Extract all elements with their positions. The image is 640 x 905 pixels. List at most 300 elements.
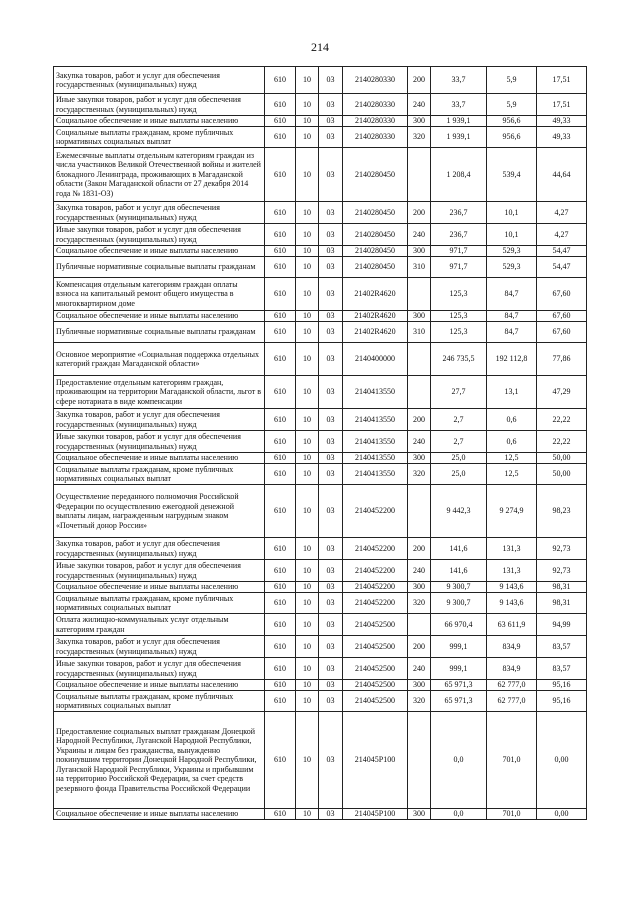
table-row <box>54 246 587 257</box>
table-row <box>54 127 587 148</box>
row-percent: 17,51 <box>537 67 587 94</box>
row-pr: 03 <box>319 127 343 148</box>
table-row <box>54 538 587 560</box>
row-fact: 63 611,9 <box>487 614 537 636</box>
row-csr: 2140280450 <box>343 148 408 202</box>
row-csr: 2140413550 <box>343 431 408 453</box>
row-fact: 9 143,6 <box>487 593 537 614</box>
row-rz: 10 <box>296 582 319 593</box>
row-rz: 10 <box>296 485 319 538</box>
row-ved: 610 <box>265 116 296 127</box>
row-csr: 2140280450 <box>343 257 408 278</box>
row-rz: 10 <box>296 593 319 614</box>
table-row <box>54 202 587 224</box>
row-rz: 10 <box>296 67 319 94</box>
row-percent: 98,23 <box>537 485 587 538</box>
row-pr: 03 <box>319 485 343 538</box>
row-fact: 701,0 <box>487 712 537 809</box>
row-percent: 67,60 <box>537 311 587 322</box>
row-ved: 610 <box>265 376 296 409</box>
row-fact: 62 777,0 <box>487 680 537 691</box>
row-percent: 22,22 <box>537 431 587 453</box>
row-pr: 03 <box>319 343 343 376</box>
row-fact: 84,7 <box>487 278 537 311</box>
row-percent: 67,60 <box>537 278 587 311</box>
row-name: Предоставление отдельным категориям граждан, проживающим на территории Магаданской области, льгот в сфере нотариата в виде компенсации <box>54 376 265 409</box>
row-fact: 62 777,0 <box>487 691 537 712</box>
row-percent: 0,00 <box>537 712 587 809</box>
row-name: Социальное обеспечение и иные выплаты населению <box>54 453 265 464</box>
row-name: Публичные нормативные социальные выплаты гражданам <box>54 322 265 343</box>
row-rz: 10 <box>296 636 319 658</box>
row-pr: 03 <box>319 453 343 464</box>
row-rz: 10 <box>296 453 319 464</box>
row-pr: 03 <box>319 116 343 127</box>
row-csr: 21402R4620 <box>343 311 408 322</box>
row-fact: 539,4 <box>487 148 537 202</box>
row-name: Ежемесячные выплаты отдельным категориям граждан из числа участников Великой Отечественной войны и жителей блокадного Ленинграда, проживающих в Магаданской области (Закон Магаданской области от 27 декабря 2014 года № 1831-ОЗ) <box>54 148 265 202</box>
row-percent: 4,27 <box>537 224 587 246</box>
row-percent: 50,00 <box>537 453 587 464</box>
row-pr: 03 <box>319 636 343 658</box>
row-csr: 2140452200 <box>343 582 408 593</box>
row-name: Закупка товаров, работ и услуг для обеспечения государственных (муниципальных) нужд <box>54 538 265 560</box>
row-csr: 2140452200 <box>343 485 408 538</box>
row-rz: 10 <box>296 311 319 322</box>
row-pr: 03 <box>319 376 343 409</box>
row-fact: 10,1 <box>487 202 537 224</box>
row-ved: 610 <box>265 485 296 538</box>
row-percent: 98,31 <box>537 582 587 593</box>
row-pr: 03 <box>319 148 343 202</box>
row-pr: 03 <box>319 257 343 278</box>
table-row <box>54 376 587 409</box>
row-ved: 610 <box>265 614 296 636</box>
row-csr: 21402R4620 <box>343 278 408 311</box>
row-pr: 03 <box>319 658 343 680</box>
row-fact: 84,7 <box>487 311 537 322</box>
row-percent: 95,16 <box>537 691 587 712</box>
row-fact: 9 143,6 <box>487 582 537 593</box>
row-csr: 2140413550 <box>343 376 408 409</box>
row-ved: 610 <box>265 202 296 224</box>
row-vr <box>408 712 431 809</box>
row-percent: 83,57 <box>537 636 587 658</box>
row-fact: 13,1 <box>487 376 537 409</box>
table-row <box>54 614 587 636</box>
row-rz: 10 <box>296 127 319 148</box>
row-ved: 610 <box>265 409 296 431</box>
row-csr: 2140280330 <box>343 116 408 127</box>
row-rz: 10 <box>296 409 319 431</box>
row-name: Социальное обеспечение и иные выплаты населению <box>54 680 265 691</box>
row-vr: 200 <box>408 409 431 431</box>
row-csr: 2140452500 <box>343 691 408 712</box>
row-ved: 610 <box>265 712 296 809</box>
row-plan: 66 970,4 <box>431 614 487 636</box>
row-vr: 200 <box>408 636 431 658</box>
row-rz: 10 <box>296 680 319 691</box>
row-plan: 246 735,5 <box>431 343 487 376</box>
table-row <box>54 409 587 431</box>
row-vr: 300 <box>408 582 431 593</box>
row-pr: 03 <box>319 278 343 311</box>
table-row <box>54 560 587 582</box>
row-csr: 21402R4620 <box>343 322 408 343</box>
row-rz: 10 <box>296 257 319 278</box>
row-ved: 610 <box>265 582 296 593</box>
row-name: Социальное обеспечение и иные выплаты населению <box>54 311 265 322</box>
row-name: Иные закупки товаров, работ и услуг для обеспечения государственных (муниципальных) нужд <box>54 658 265 680</box>
budget-table <box>53 66 587 820</box>
row-ved: 610 <box>265 278 296 311</box>
row-name: Оплата жилищно-коммунальных услуг отдельным категориям граждан <box>54 614 265 636</box>
row-plan: 236,7 <box>431 224 487 246</box>
row-vr <box>408 614 431 636</box>
row-rz: 10 <box>296 431 319 453</box>
row-ved: 610 <box>265 311 296 322</box>
row-ved: 610 <box>265 322 296 343</box>
row-vr: 200 <box>408 538 431 560</box>
row-csr: 2140280450 <box>343 224 408 246</box>
row-name: Социальные выплаты гражданам, кроме публичных нормативных социальных выплат <box>54 593 265 614</box>
row-percent: 92,73 <box>537 538 587 560</box>
row-fact: 529,3 <box>487 257 537 278</box>
row-ved: 610 <box>265 680 296 691</box>
row-fact: 701,0 <box>487 809 537 820</box>
row-csr: 2140452200 <box>343 538 408 560</box>
row-fact: 834,9 <box>487 658 537 680</box>
row-plan: 971,7 <box>431 246 487 257</box>
row-rz: 10 <box>296 278 319 311</box>
table-row <box>54 485 587 538</box>
row-percent: 44,64 <box>537 148 587 202</box>
row-ved: 610 <box>265 343 296 376</box>
row-vr: 300 <box>408 246 431 257</box>
row-pr: 03 <box>319 431 343 453</box>
row-plan: 2,7 <box>431 431 487 453</box>
row-fact: 131,3 <box>487 560 537 582</box>
row-percent: 54,47 <box>537 246 587 257</box>
row-ved: 610 <box>265 67 296 94</box>
row-fact: 956,6 <box>487 116 537 127</box>
row-fact: 192 112,8 <box>487 343 537 376</box>
row-rz: 10 <box>296 560 319 582</box>
row-pr: 03 <box>319 614 343 636</box>
row-plan: 999,1 <box>431 658 487 680</box>
row-fact: 12,5 <box>487 453 537 464</box>
row-vr: 240 <box>408 224 431 246</box>
row-rz: 10 <box>296 148 319 202</box>
row-pr: 03 <box>319 680 343 691</box>
row-vr: 320 <box>408 593 431 614</box>
row-pr: 03 <box>319 582 343 593</box>
row-plan: 33,7 <box>431 94 487 116</box>
row-pr: 03 <box>319 246 343 257</box>
row-csr: 2140452500 <box>343 614 408 636</box>
row-plan: 33,7 <box>431 67 487 94</box>
row-csr: 2140280450 <box>343 246 408 257</box>
row-pr: 03 <box>319 593 343 614</box>
row-ved: 610 <box>265 453 296 464</box>
row-name: Социальные выплаты гражданам, кроме публичных нормативных социальных выплат <box>54 691 265 712</box>
row-csr: 2140280330 <box>343 94 408 116</box>
row-csr: 2140452500 <box>343 658 408 680</box>
row-csr: 2140452500 <box>343 636 408 658</box>
row-vr: 300 <box>408 116 431 127</box>
row-ved: 610 <box>265 538 296 560</box>
table-row <box>54 712 587 809</box>
row-plan: 0,0 <box>431 712 487 809</box>
row-pr: 03 <box>319 224 343 246</box>
row-fact: 0,6 <box>487 431 537 453</box>
row-pr: 03 <box>319 409 343 431</box>
row-vr: 310 <box>408 322 431 343</box>
row-csr: 2140413550 <box>343 464 408 485</box>
row-name: Осуществление переданного полномочия Российской Федерации по осуществлению ежегодной денежной выплаты лицам, награжденным нагрудным знаком «Почетный донор России» <box>54 485 265 538</box>
row-plan: 1 208,4 <box>431 148 487 202</box>
row-pr: 03 <box>319 809 343 820</box>
row-name: Основное мероприятие «Социальная поддержка отдельных категорий граждан Магаданской области» <box>54 343 265 376</box>
row-percent: 49,33 <box>537 116 587 127</box>
row-pr: 03 <box>319 538 343 560</box>
row-plan: 236,7 <box>431 202 487 224</box>
row-ved: 610 <box>265 148 296 202</box>
row-fact: 5,9 <box>487 67 537 94</box>
row-name: Социальное обеспечение и иные выплаты населению <box>54 582 265 593</box>
row-vr: 200 <box>408 202 431 224</box>
row-name: Закупка товаров, работ и услуг для обеспечения государственных (муниципальных) нужд <box>54 67 265 94</box>
row-ved: 610 <box>265 636 296 658</box>
table-row <box>54 257 587 278</box>
row-plan: 125,3 <box>431 322 487 343</box>
row-fact: 529,3 <box>487 246 537 257</box>
row-percent: 22,22 <box>537 409 587 431</box>
table-row <box>54 680 587 691</box>
row-csr: 2140400000 <box>343 343 408 376</box>
row-name: Закупка товаров, работ и услуг для обеспечения государственных (муниципальных) нужд <box>54 202 265 224</box>
row-rz: 10 <box>296 538 319 560</box>
table-row <box>54 94 587 116</box>
row-rz: 10 <box>296 658 319 680</box>
row-percent: 49,33 <box>537 127 587 148</box>
row-csr: 2140413550 <box>343 453 408 464</box>
row-ved: 610 <box>265 593 296 614</box>
row-plan: 25,0 <box>431 453 487 464</box>
row-name: Иные закупки товаров, работ и услуг для обеспечения государственных (муниципальных) нужд <box>54 224 265 246</box>
row-vr: 320 <box>408 464 431 485</box>
table-row <box>54 453 587 464</box>
row-name: Закупка товаров, работ и услуг для обеспечения государственных (муниципальных) нужд <box>54 409 265 431</box>
row-rz: 10 <box>296 224 319 246</box>
row-ved: 610 <box>265 94 296 116</box>
row-plan: 1 939,1 <box>431 116 487 127</box>
table-row <box>54 582 587 593</box>
row-fact: 956,6 <box>487 127 537 148</box>
row-name: Социальное обеспечение и иные выплаты населению <box>54 246 265 257</box>
table-row <box>54 311 587 322</box>
row-name: Иные закупки товаров, работ и услуг для обеспечения государственных (муниципальных) нужд <box>54 560 265 582</box>
table-row <box>54 809 587 820</box>
table-row <box>54 464 587 485</box>
row-percent: 98,31 <box>537 593 587 614</box>
row-plan: 2,7 <box>431 409 487 431</box>
row-pr: 03 <box>319 311 343 322</box>
row-rz: 10 <box>296 322 319 343</box>
row-percent: 94,99 <box>537 614 587 636</box>
row-csr: 2140452500 <box>343 680 408 691</box>
row-vr: 240 <box>408 431 431 453</box>
row-rz: 10 <box>296 464 319 485</box>
row-vr: 240 <box>408 94 431 116</box>
row-ved: 610 <box>265 224 296 246</box>
row-rz: 10 <box>296 691 319 712</box>
row-plan: 0,0 <box>431 809 487 820</box>
row-rz: 10 <box>296 246 319 257</box>
row-percent: 17,51 <box>537 94 587 116</box>
table-row <box>54 148 587 202</box>
row-ved: 610 <box>265 431 296 453</box>
row-ved: 610 <box>265 691 296 712</box>
row-fact: 834,9 <box>487 636 537 658</box>
row-rz: 10 <box>296 809 319 820</box>
row-fact: 9 274,9 <box>487 485 537 538</box>
row-pr: 03 <box>319 560 343 582</box>
row-ved: 610 <box>265 464 296 485</box>
row-name: Социальные выплаты гражданам, кроме публичных нормативных социальных выплат <box>54 127 265 148</box>
row-plan: 25,0 <box>431 464 487 485</box>
row-percent: 4,27 <box>537 202 587 224</box>
row-percent: 0,00 <box>537 809 587 820</box>
row-plan: 65 971,3 <box>431 680 487 691</box>
table-row <box>54 224 587 246</box>
row-percent: 67,60 <box>537 322 587 343</box>
row-fact: 10,1 <box>487 224 537 246</box>
table-row <box>54 67 587 94</box>
row-ved: 610 <box>265 658 296 680</box>
row-percent: 95,16 <box>537 680 587 691</box>
row-ved: 610 <box>265 246 296 257</box>
row-vr <box>408 343 431 376</box>
row-plan: 9 300,7 <box>431 582 487 593</box>
row-percent: 47,29 <box>537 376 587 409</box>
row-plan: 999,1 <box>431 636 487 658</box>
row-rz: 10 <box>296 712 319 809</box>
row-plan: 9 300,7 <box>431 593 487 614</box>
row-fact: 12,5 <box>487 464 537 485</box>
row-rz: 10 <box>296 343 319 376</box>
table-row <box>54 278 587 311</box>
row-vr <box>408 278 431 311</box>
row-csr: 2140452200 <box>343 560 408 582</box>
row-name: Социальные выплаты гражданам, кроме публичных нормативных социальных выплат <box>54 464 265 485</box>
row-vr <box>408 376 431 409</box>
row-csr: 2140280330 <box>343 67 408 94</box>
row-csr: 2140413550 <box>343 409 408 431</box>
row-percent: 92,73 <box>537 560 587 582</box>
row-name: Компенсация отдельным категориям граждан оплаты взноса на капитальный ремонт общего имущества в многоквартирном доме <box>54 278 265 311</box>
row-pr: 03 <box>319 691 343 712</box>
row-name: Иные закупки товаров, работ и услуг для обеспечения государственных (муниципальных) нужд <box>54 94 265 116</box>
table-row <box>54 593 587 614</box>
row-vr <box>408 148 431 202</box>
row-pr: 03 <box>319 464 343 485</box>
row-pr: 03 <box>319 202 343 224</box>
row-plan: 9 442,3 <box>431 485 487 538</box>
row-ved: 610 <box>265 257 296 278</box>
row-rz: 10 <box>296 614 319 636</box>
row-plan: 1 939,1 <box>431 127 487 148</box>
row-plan: 65 971,3 <box>431 691 487 712</box>
row-name: Социальное обеспечение и иные выплаты населению <box>54 116 265 127</box>
row-vr: 320 <box>408 127 431 148</box>
row-vr: 320 <box>408 691 431 712</box>
row-percent: 54,47 <box>537 257 587 278</box>
row-vr: 300 <box>408 453 431 464</box>
row-ved: 610 <box>265 809 296 820</box>
row-csr: 214045P100 <box>343 809 408 820</box>
table-row <box>54 431 587 453</box>
table-row <box>54 636 587 658</box>
row-fact: 131,3 <box>487 538 537 560</box>
row-vr: 240 <box>408 658 431 680</box>
page-number: 214 <box>311 40 329 54</box>
row-vr: 310 <box>408 257 431 278</box>
row-fact: 5,9 <box>487 94 537 116</box>
row-pr: 03 <box>319 94 343 116</box>
row-rz: 10 <box>296 94 319 116</box>
row-plan: 141,6 <box>431 560 487 582</box>
row-percent: 77,86 <box>537 343 587 376</box>
row-ved: 610 <box>265 560 296 582</box>
row-vr <box>408 485 431 538</box>
row-csr: 2140452200 <box>343 593 408 614</box>
row-name: Предоставление социальных выплат гражданам Донецкой Народной Республики, Луганской Народной Республики, Украины и лицам без гражданства, вынужденно покинувшим территории Донецкой Народной Республики, Луганской Народной Республики, Украины и прибывшим на территорию Российской Федерации, за счет средств резервного фонда Правительства Российской Федерации <box>54 712 265 809</box>
row-name: Закупка товаров, работ и услуг для обеспечения государственных (муниципальных) нужд <box>54 636 265 658</box>
row-name: Социальное обеспечение и иные выплаты населению <box>54 809 265 820</box>
row-vr: 300 <box>408 311 431 322</box>
table-row <box>54 658 587 680</box>
row-percent: 83,57 <box>537 658 587 680</box>
row-csr: 2140280330 <box>343 127 408 148</box>
table-row <box>54 691 587 712</box>
row-name: Иные закупки товаров, работ и услуг для обеспечения государственных (муниципальных) нужд <box>54 431 265 453</box>
row-pr: 03 <box>319 322 343 343</box>
row-vr: 300 <box>408 680 431 691</box>
row-percent: 50,00 <box>537 464 587 485</box>
row-plan: 971,7 <box>431 257 487 278</box>
row-vr: 300 <box>408 809 431 820</box>
row-plan: 125,3 <box>431 278 487 311</box>
row-name: Публичные нормативные социальные выплаты гражданам <box>54 257 265 278</box>
table-row <box>54 322 587 343</box>
row-pr: 03 <box>319 67 343 94</box>
row-rz: 10 <box>296 376 319 409</box>
row-fact: 84,7 <box>487 322 537 343</box>
row-fact: 0,6 <box>487 409 537 431</box>
row-pr: 03 <box>319 712 343 809</box>
row-vr: 200 <box>408 67 431 94</box>
table-row <box>54 116 587 127</box>
row-ved: 610 <box>265 127 296 148</box>
row-csr: 214045P100 <box>343 712 408 809</box>
row-rz: 10 <box>296 116 319 127</box>
row-csr: 2140280450 <box>343 202 408 224</box>
row-vr: 240 <box>408 560 431 582</box>
row-plan: 141,6 <box>431 538 487 560</box>
row-rz: 10 <box>296 202 319 224</box>
row-plan: 27,7 <box>431 376 487 409</box>
